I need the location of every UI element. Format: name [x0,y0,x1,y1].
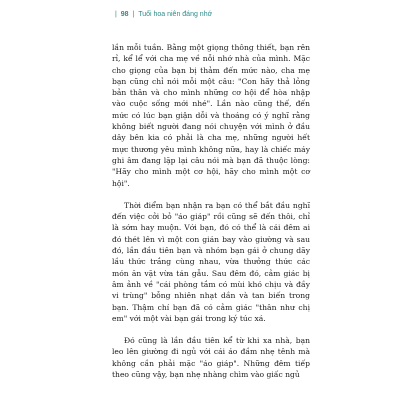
paragraph-3: Đó cũng là lần đầu tiên kể từ khi xa nhà, bạn leo lên giường đi ngủ với cái áo đầm nhẹ tênh mà không cần phải mặc "áo giáp". Những đêm tiếp theo cũng vậy, bạn nhẹ nhàng chìm vào giấc ngủ [112,336,310,380]
paragraph-2: Thời điểm bạn nhận ra bạn có thể bắt đầu nghĩ đến việc cởi bỏ "áo giáp" rồi cũng sẽ đến thôi, chỉ là sớm hay muộn. Với bạn, đó có thể là cái đêm ai đó thét lên vì một con gián bay vào giường và sau đó, lần đầu tiên bạn và nhóm bạn gái ở chung dãy lầu thức trắng cùng nhau, vừa thưởng thức các món ăn vặt vừa tán gẫu. Sau đêm đó, cảm giác bị âm ảnh về "cái phòng tắm có mùi khó chịu và đầy vi trùng" bỗng nhiên nhạt dần và tan biến trong bạn. Thậm chí bạn đã có cảm giác "thân như chị em" với một vài bạn gái trong ký túc xá. [112,200,310,323]
book-title: Tuổi hoa niên đáng nhớ [138,11,213,18]
running-header [113,11,212,18]
header-divider-right: | [132,11,135,18]
page-number: 98 [120,11,129,18]
header-divider-left: | [115,11,117,18]
body-text [112,42,310,380]
paragraph-1: lần mỗi tuần. Bằng một giọng thông thiết, bạn rên rỉ, kể lể với cha mẹ về nỗi nhớ nhà của mình. Mặc cho giọng của bạn bị thảm đến mức nào, cha mẹ bạn cũng chỉ nói mỗi một câu: "Con hãy thả lỏng bản thân và cho mình những cơ hội để hòa nhập vào cuộc sống mới nhé". Lần nào cũng thế, đến mức có lúc bạn giận dỗi và thoáng có ý nghĩ rằng không biết người đang nói chuyện với mình ở đầu dây bên kia có phải là cha mẹ, những người hết mực thương yêu mình không nữa, hay là chiếc máy ghi âm đang lặp lại câu nói mà bạn đã thuộc lòng: "Hãy cho mình một cơ hội, hãy cho mình một cơ hội". [112,43,310,188]
